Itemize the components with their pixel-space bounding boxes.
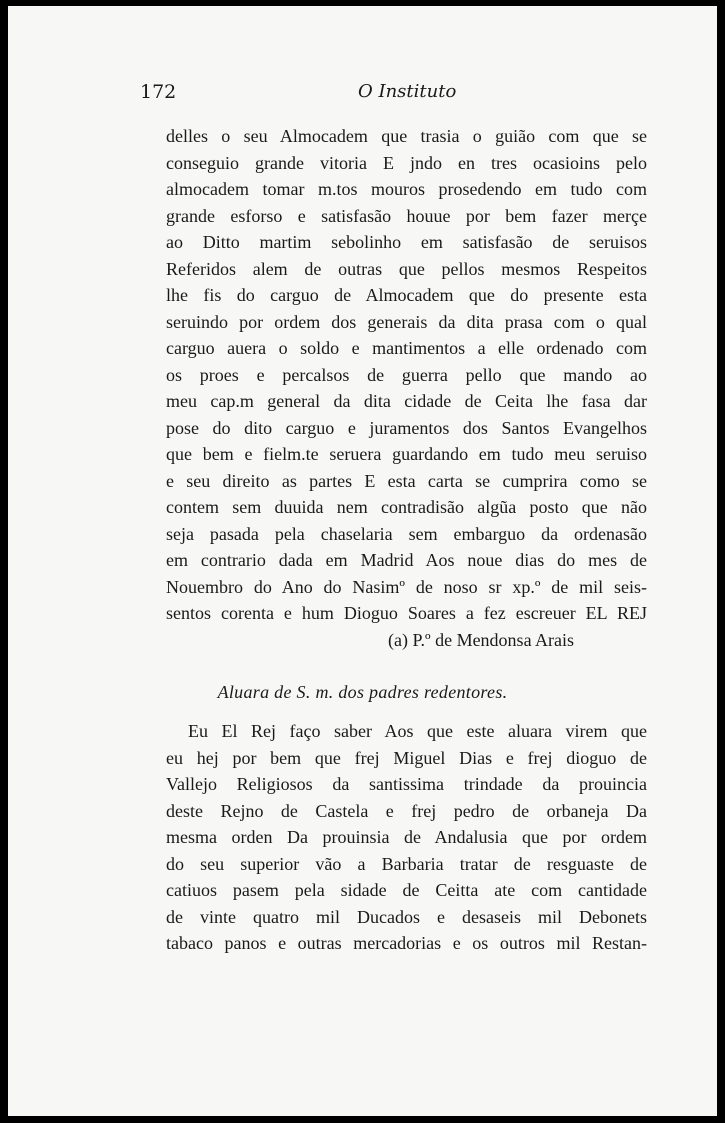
page-number: 172 <box>140 81 177 103</box>
text-line: e seu direito as partes E esta carta se cumprira como se <box>166 470 647 491</box>
text-line: pose do dito carguo e juramentos dos Santos Evangelhos <box>166 417 647 438</box>
text-line: delles o seu Almocadem que trasia o guião com que se <box>166 126 647 146</box>
section-heading: Aluara de S. m. dos padres redentores. <box>217 682 508 702</box>
text-line: do seu superior vão a Barbaria tratar de resguaste de <box>166 853 647 874</box>
text-line: tabaco panos e outras mercadorias e os outros mil Restan- <box>166 933 647 953</box>
signature-line: (a) P.º de Mendonsa Arais <box>388 629 575 650</box>
text-line: seja pasada pela chaselaria sem embarguo da ordenasão <box>166 523 647 544</box>
page-header <box>8 81 717 111</box>
text-line: grande esforso e satisfasão houue por bem fazer merçe <box>166 205 647 226</box>
text-line: de vinte quatro mil Ducados e desaseis mil Debonets <box>166 906 647 927</box>
text-line: seruindo por ordem dos generais da dita prasa com o qual <box>166 311 647 332</box>
text-line: carguo auera o soldo e mantimentos a elle ordenado com <box>166 338 647 358</box>
running-title: O Instituto <box>358 81 457 102</box>
text-line: contem sem duuida nem contradisão algũa posto que não <box>166 497 647 517</box>
text-line: Nouembro do Ano do Nasimº de noso sr xp.º de mil seis- <box>166 576 647 597</box>
text-line: Referidos alem de outras que pellos mesmos Respeitos <box>166 258 647 279</box>
text-line: meu cap.m general da dita cidade de Ceita lhe fasa dar <box>166 391 647 411</box>
text-line: eu hej por bem que frej Miguel Dias e frej dioguo de <box>166 747 647 768</box>
text-line: almocadem tomar m.tos mouros prosedendo em tudo com <box>166 179 647 199</box>
text-line: conseguio grande vitoria E jndo en tres ocasioins pelo <box>166 152 647 173</box>
text-line: Vallejo Religiosos da santissima trindade da prouincia <box>166 774 647 794</box>
text-line: catiuos pasem pela sidade de Ceitta ate com cantidade <box>166 880 647 900</box>
text-line: os proes e percalsos de guerra pello que mando ao <box>166 364 647 385</box>
text-line: Eu El Rej faço saber Aos que este aluara virem que <box>188 721 647 741</box>
text-line: em contrario dada em Madrid Aos noue dias do mes de <box>166 550 647 570</box>
scanned-page <box>8 6 717 1116</box>
decree-body <box>166 718 647 957</box>
text-line: lhe fis do carguo de Almocadem que do presente esta <box>166 285 647 305</box>
text-line: ao Ditto martim sebolinho em satisfasão de seruisos <box>166 232 647 252</box>
text-line: mesma orden Da prouinsia de Andalusia que por ordem <box>166 827 647 847</box>
text-line: sentos corenta e hum Dioguo Soares a fez escreuer EL REJ <box>166 603 647 623</box>
text-line: que bem e fielm.te seruera guardando em tudo meu seruiso <box>166 444 647 464</box>
text-line: deste Rejno de Castela e frej pedro de orbaneja Da <box>166 800 647 821</box>
letter-body <box>166 123 647 653</box>
